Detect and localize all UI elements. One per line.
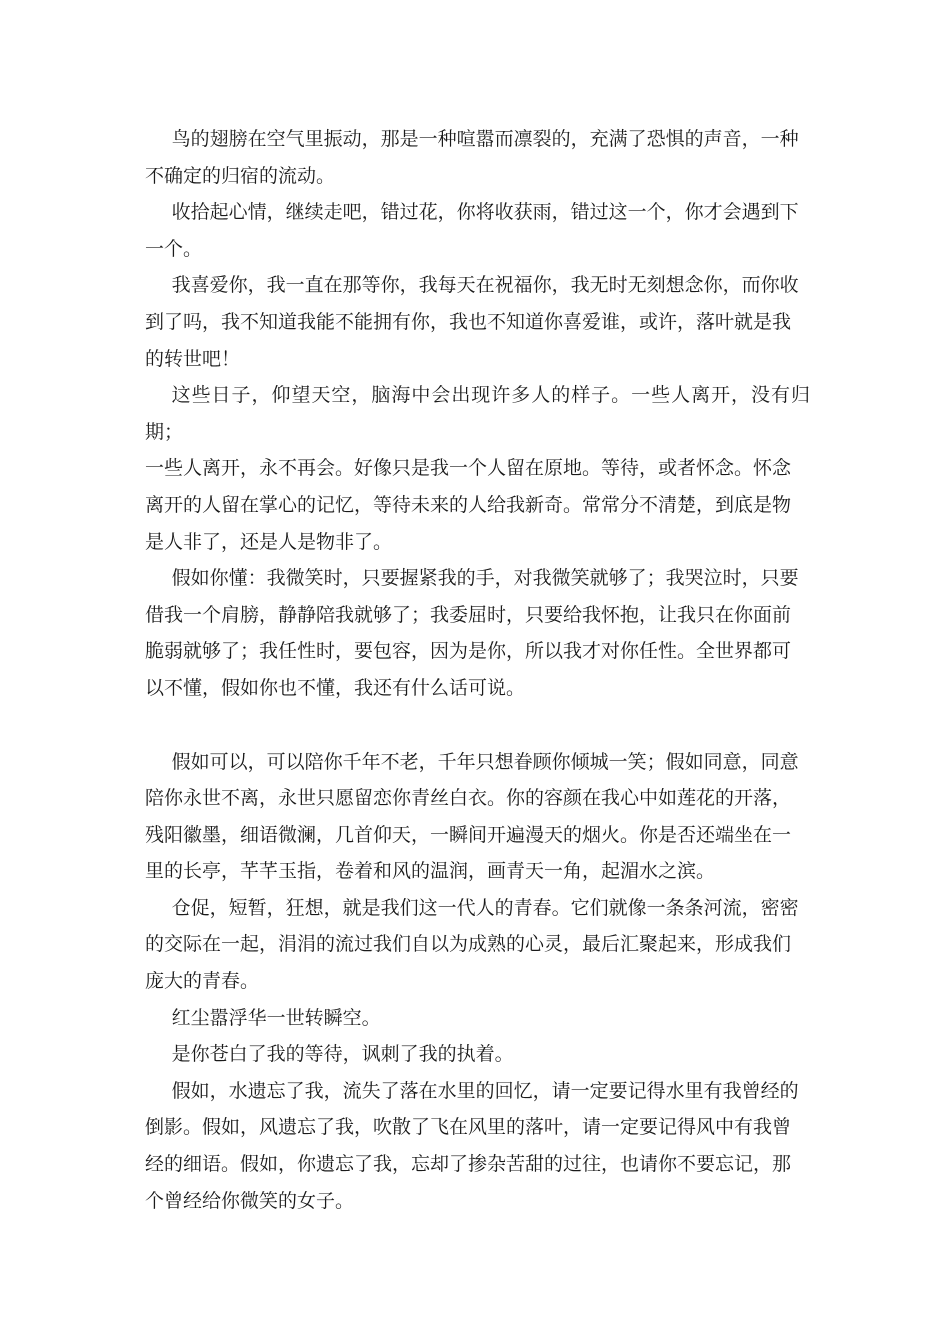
paragraph-gap: [145, 707, 810, 744]
paragraph: 鸟的翅膀在空气里振动，那是一种喧嚣而凛裂的，充满了恐惧的声音，一种 不确定的归宿的流动。: [145, 128, 799, 187]
paragraph: 假如你懂：我微笑时，只要握紧我的手，对我微笑就够了；我哭泣时，只要 借我一个肩膀，静静陪我就够了；我委屈时，只要给我怀抱，让我只在你面前 脆弱就够了；我任性时，要包容，因为是你，所以我才对你任性。全世界都可 以不懂，假如你也不懂，我还有什么话可说。: [145, 567, 799, 699]
paragraph: 这些日子，仰望天空，脑海中会出现许多人的样子。一些人离开，没有归期； 一些人离开，永不再会。好像只是我一个人留在原地。等待，或者怀念。怀念 离开的人留在掌心的记忆，等待未来的人给我新奇。常常分不清楚，到底是物 是人非了，还是人是物非了。: [145, 384, 810, 553]
document-body: [145, 121, 810, 1219]
paragraph: 红尘嚣浮华一世转瞬空。: [171, 1006, 381, 1029]
paragraph: 我喜爱你，我一直在那等你，我每天在祝福你，我无时无刻想念你，而你收 到了吗，我不知道我能不能拥有你，我也不知道你喜爱谁，或许，落叶就是我 的转世吧！: [145, 274, 799, 370]
paragraph: 假如，水遗忘了我，流失了落在水里的回忆，请一定要记得水里有我曾经的 倒影。假如，风遗忘了我，吹散了飞在风里的落叶，请一定要记得风中有我曾 经的细语。假如，你遗忘了我，忘却了掺杂苦甜的过往，也请你不要忘记，那 个曾经给你微笑的女子。: [145, 1079, 799, 1212]
paragraph: 收拾起心情，继续走吧，错过花，你将收获雨，错过这一个，你才会遇到下 一个。: [145, 201, 799, 260]
paragraph: 假如可以，可以陪你千年不老，千年只想眷顾你倾城一笑；假如同意，同意 陪你永世不离，永世只愿留恋你青丝白衣。你的容颜在我心中如莲花的开落， 残阳徽墨，细语微澜，几首仰天，一瞬间开遍漫天的烟火。你是否还端坐在一 里的长亭，芊芊玉指，卷着和风的温润，画青天一角，起湄水之滨。: [145, 750, 799, 883]
paragraph: 是你苍白了我的等待，讽刺了我的执着。: [171, 1043, 514, 1066]
paragraph: 仓促，短暂，狂想，就是我们这一代人的青春。它们就像一条条河流，密密 的交际在一起，涓涓的流过我们自以为成熟的心灵，最后汇聚起来，形成我们 庞大的青春。: [145, 896, 799, 993]
